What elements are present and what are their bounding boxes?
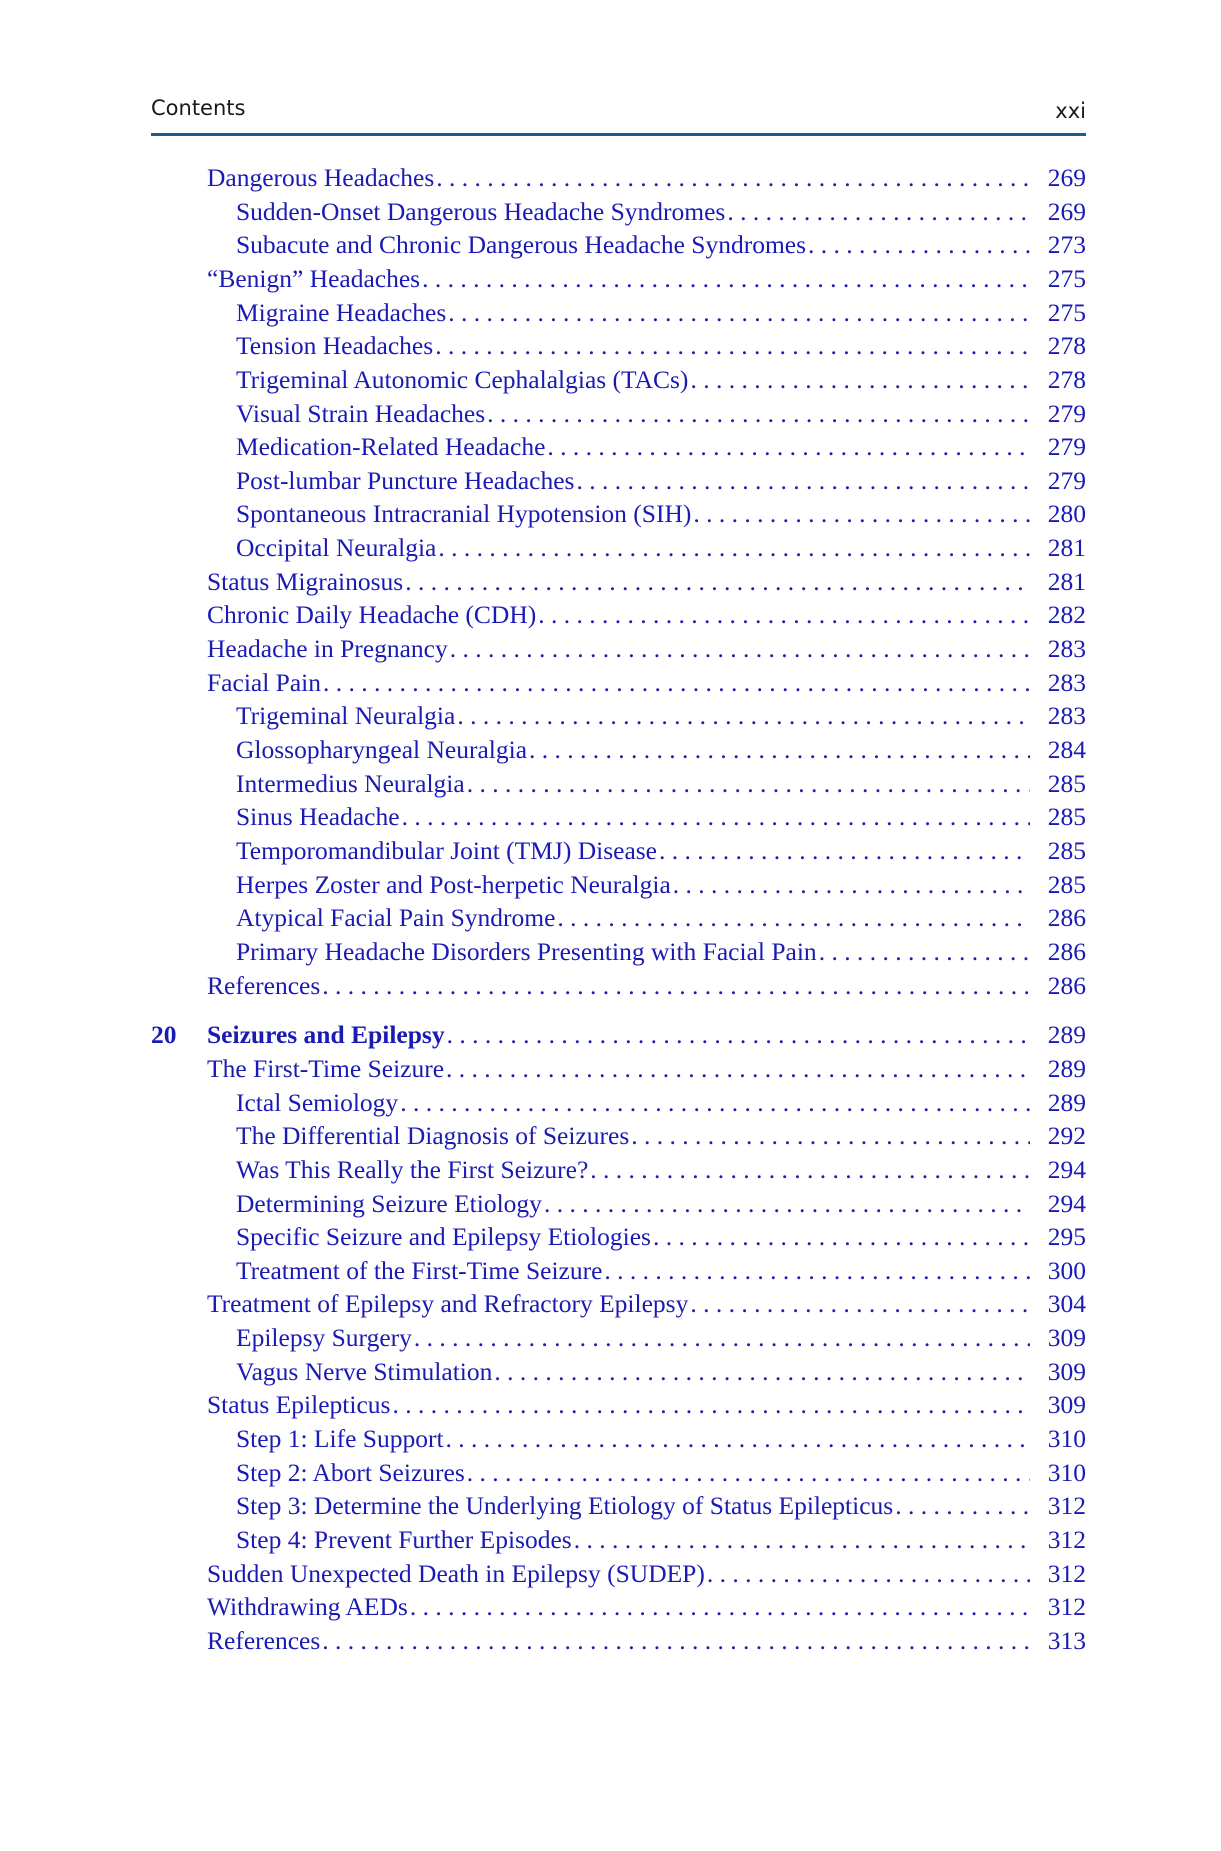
toc-dot-leader [410, 1591, 1030, 1623]
toc-entry-title: Treatment of the First-Time Seizure [236, 1256, 603, 1285]
toc-entry-title: Trigeminal Autonomic Cephalalgias (TACs) [236, 365, 689, 394]
toc-dot-leader [402, 801, 1030, 833]
toc-entry-page: 310 [1047, 1424, 1086, 1453]
toc-entry-title: Post-lumbar Puncture Headaches [236, 466, 575, 495]
toc-entry-page: 286 [1047, 971, 1086, 1000]
toc-entry[interactable] [207, 566, 1086, 598]
running-head [151, 96, 1086, 136]
toc-entry-title: Step 3: Determine the Underlying Etiology of Status Epilepticus [236, 1491, 894, 1520]
toc-dot-leader [538, 599, 1030, 631]
toc-dot-leader [446, 1053, 1030, 1085]
toc-entry-title: Ictal Semiology [236, 1088, 399, 1117]
toc-entry-title: References [207, 1626, 321, 1655]
toc-entry[interactable] [236, 1356, 1086, 1388]
toc-entry-page: 283 [1047, 668, 1086, 697]
toc-entry-title: Seizures and Epilepsy [207, 1020, 445, 1049]
toc-entry-title: Specific Seizure and Epilepsy Etiologies [236, 1222, 651, 1251]
toc-dot-leader [577, 465, 1031, 497]
toc-entry[interactable] [236, 1322, 1086, 1354]
toc-dot-leader [457, 700, 1030, 732]
toc-entry[interactable] [207, 1389, 1086, 1421]
toc-entry[interactable] [236, 1087, 1086, 1119]
toc-entry-title: Temporomandibular Joint (TMJ) Disease [236, 836, 657, 865]
toc-dot-leader [448, 297, 1030, 329]
running-head-page-number: xxi [1055, 99, 1086, 123]
toc-dot-leader [808, 229, 1030, 261]
toc-entry-title: The First-Time Seizure [207, 1054, 445, 1083]
toc-dot-leader [895, 1490, 1030, 1522]
toc-entry-title: Sinus Headache [236, 802, 400, 831]
toc-dot-leader [450, 633, 1030, 665]
toc-entry-page: 313 [1047, 1626, 1086, 1655]
toc-dot-leader [446, 1423, 1030, 1455]
toc-entry-page: 279 [1047, 399, 1086, 428]
toc-entry-page: 285 [1047, 802, 1086, 831]
toc-entry[interactable] [207, 633, 1086, 665]
toc-entry-title: Status Epilepticus [207, 1390, 391, 1419]
toc-entry[interactable] [236, 1154, 1086, 1186]
toc-dot-leader [557, 902, 1030, 934]
toc-entry-page: 285 [1047, 836, 1086, 865]
toc-dot-leader [707, 1558, 1030, 1590]
toc-entry-title: Was This Really the First Seizure? [236, 1155, 589, 1184]
toc-entry-page: 289 [1047, 1054, 1086, 1083]
toc-entry[interactable] [236, 936, 1086, 968]
toc-entry[interactable] [236, 1457, 1086, 1489]
toc-entry-page: 300 [1047, 1256, 1086, 1285]
toc-dot-leader [436, 162, 1030, 194]
toc-entry-title: Medication-Related Headache [236, 432, 546, 461]
toc-entry-title: Trigeminal Neuralgia [236, 701, 456, 730]
toc-entry-page: 284 [1047, 735, 1086, 764]
toc-entry-title: Epilepsy Surgery [236, 1323, 412, 1352]
toc-dot-leader [405, 566, 1030, 598]
toc-entry-page: 269 [1047, 163, 1086, 192]
toc-entry-title: Migraine Headaches [236, 298, 447, 327]
toc-entry-title: References [207, 971, 321, 1000]
toc-dot-leader [673, 869, 1030, 901]
toc-entry-page: 312 [1047, 1525, 1086, 1554]
toc-dot-leader [392, 1389, 1030, 1421]
toc-entry-title: Sudden-Onset Dangerous Headache Syndromes [236, 197, 726, 226]
toc-entry-title: Status Migrainosus [207, 567, 404, 596]
toc-entry-title: Atypical Facial Pain Syndrome [236, 903, 556, 932]
toc-entry-page: 292 [1047, 1121, 1086, 1150]
toc-entry[interactable] [236, 835, 1086, 867]
toc-entry-page: 279 [1047, 432, 1086, 461]
toc-entry-title: Step 2: Abort Seizures [236, 1458, 465, 1487]
toc-entry-page: 285 [1047, 870, 1086, 899]
toc-entry[interactable] [236, 532, 1086, 564]
toc-dot-leader [653, 1221, 1030, 1253]
toc-entry-title: Chronic Daily Headache (CDH) [207, 600, 537, 629]
toc-entry-page: 289 [1047, 1088, 1086, 1117]
toc-entry-page: 309 [1047, 1357, 1086, 1386]
toc-entry-title: Step 1: Life Support [236, 1424, 444, 1453]
toc-entry[interactable] [236, 1255, 1086, 1287]
toc-entry[interactable] [236, 498, 1086, 530]
toc-entry[interactable] [207, 162, 1086, 194]
toc-entry[interactable] [207, 970, 1086, 1002]
toc-dot-leader [467, 1457, 1030, 1489]
toc-entry-title: Intermedius Neuralgia [236, 769, 465, 798]
toc-entry-title: Treatment of Epilepsy and Refractory Epilepsy [207, 1289, 689, 1318]
toc-entry-title: Occipital Neuralgia [236, 533, 437, 562]
toc-entry-title: Step 4: Prevent Further Episodes [236, 1525, 572, 1554]
toc-entry[interactable] [236, 364, 1086, 396]
toc-entry-title: “Benign” Headaches [207, 264, 421, 293]
toc-entry[interactable] [236, 431, 1086, 463]
toc-entry-page: 286 [1047, 903, 1086, 932]
toc-entry-page: 309 [1047, 1390, 1086, 1419]
toc-entry[interactable] [207, 1625, 1086, 1657]
toc-entry-page: 295 [1047, 1222, 1086, 1251]
running-head-title: Contents [151, 96, 246, 120]
toc-entry-page: 279 [1047, 466, 1086, 495]
toc-entry[interactable] [236, 768, 1086, 800]
toc-entry-page: 312 [1047, 1592, 1086, 1621]
toc-dot-leader [819, 936, 1030, 968]
toc-entry[interactable] [236, 902, 1086, 934]
toc-entry-title: Tension Headaches [236, 331, 434, 360]
toc-entry-title: Herpes Zoster and Post-herpetic Neuralgia [236, 870, 671, 899]
toc-entry[interactable] [236, 1120, 1086, 1152]
toc-dot-leader [631, 1120, 1030, 1152]
toc-entry-page: 312 [1047, 1559, 1086, 1588]
toc-entry[interactable] [236, 869, 1086, 901]
toc-entry[interactable] [207, 667, 1086, 699]
toc-entry[interactable] [236, 700, 1086, 732]
toc-dot-leader [690, 1288, 1030, 1320]
toc-dot-leader [529, 734, 1030, 766]
toc-entry[interactable] [236, 734, 1086, 766]
toc-entry-page: 286 [1047, 937, 1086, 966]
toc-entry-page: 269 [1047, 197, 1086, 226]
toc-entry[interactable] [207, 1558, 1086, 1590]
toc-entry[interactable] [236, 465, 1086, 497]
toc-dot-leader [467, 768, 1030, 800]
toc-entry-page: 309 [1047, 1323, 1086, 1352]
toc-entry-title: Glossopharyngeal Neuralgia [236, 735, 528, 764]
toc-dot-leader [487, 398, 1030, 430]
toc-entry[interactable] [236, 196, 1086, 228]
toc-entry-page: 283 [1047, 701, 1086, 730]
toc-entry-title: Visual Strain Headaches [236, 399, 486, 428]
toc-entry-title: Primary Headache Disorders Presenting with Facial Pain [236, 937, 817, 966]
toc-dot-leader [574, 1524, 1030, 1556]
toc-entry[interactable] [236, 398, 1086, 430]
toc-entry-title: Dangerous Headaches [207, 163, 435, 192]
toc-entry-title: Sudden Unexpected Death in Epilepsy (SUDEP) [207, 1559, 705, 1588]
toc-entry-page: 282 [1047, 600, 1086, 629]
toc-dot-leader [693, 498, 1030, 530]
toc-entry-title: The Differential Diagnosis of Seizures [236, 1121, 630, 1150]
toc-dot-leader [435, 330, 1030, 362]
toc-entry-page: 273 [1047, 230, 1086, 259]
toc-entry-page: 294 [1047, 1155, 1086, 1184]
toc-entry-page: 289 [1047, 1020, 1086, 1049]
toc-entry[interactable] [207, 1053, 1086, 1085]
toc-dot-leader [400, 1087, 1030, 1119]
toc-chapter-number: 20 [151, 1020, 177, 1049]
toc-dot-leader [422, 263, 1030, 295]
toc-entry[interactable] [236, 1490, 1086, 1522]
toc-dot-leader [494, 1356, 1030, 1388]
toc-entry-page: 278 [1047, 365, 1086, 394]
toc-entry-page: 281 [1047, 567, 1086, 596]
toc-entry-title: Facial Pain [207, 668, 322, 697]
toc-dot-leader [590, 1154, 1030, 1186]
toc-entry-page: 285 [1047, 769, 1086, 798]
toc-entry-page: 275 [1047, 264, 1086, 293]
toc-entry-page: 312 [1047, 1491, 1086, 1520]
toc-dot-leader [544, 1188, 1030, 1220]
toc-entry-page: 283 [1047, 634, 1086, 663]
toc-entry-page: 275 [1047, 298, 1086, 327]
toc-entry-page: 294 [1047, 1189, 1086, 1218]
toc-entry[interactable] [207, 599, 1086, 631]
toc-entry-page: 280 [1047, 499, 1086, 528]
toc-entry-page: 310 [1047, 1458, 1086, 1487]
toc-entry[interactable] [236, 1188, 1086, 1220]
toc-entry-title: Vagus Nerve Stimulation [236, 1357, 493, 1386]
toc-entry[interactable] [236, 229, 1086, 261]
toc-entry-page: 304 [1047, 1289, 1086, 1318]
toc-entry[interactable] [207, 1288, 1086, 1320]
toc-dot-leader [604, 1255, 1030, 1287]
header-rule [151, 133, 1086, 136]
toc-dot-leader [447, 1019, 1030, 1051]
toc-dot-leader [438, 532, 1030, 564]
toc-entry-page: 278 [1047, 331, 1086, 360]
toc-entry[interactable] [207, 263, 1086, 295]
toc-entry-title: Determining Seizure Etiology [236, 1189, 542, 1218]
toc-dot-leader [322, 1625, 1030, 1657]
toc-entry[interactable] [207, 1591, 1086, 1623]
toc-dot-leader [690, 364, 1030, 396]
toc-chapter-entry[interactable] [151, 1019, 1086, 1051]
toc-entry[interactable] [236, 330, 1086, 362]
toc-dot-leader [547, 431, 1030, 463]
toc-entry-title: Withdrawing AEDs [207, 1592, 408, 1621]
toc-dot-leader [322, 970, 1030, 1002]
toc-entry[interactable] [236, 1524, 1086, 1556]
toc-dot-leader [414, 1322, 1030, 1354]
toc-dot-leader [659, 835, 1030, 867]
toc-entry[interactable] [236, 297, 1086, 329]
toc-dot-leader [323, 667, 1030, 699]
toc-entry-page: 281 [1047, 533, 1086, 562]
toc-dot-leader [727, 196, 1030, 228]
toc-entry-title: Headache in Pregnancy [207, 634, 448, 663]
toc-entry-title: Subacute and Chronic Dangerous Headache Syndromes [236, 230, 807, 259]
toc-entry-title: Spontaneous Intracranial Hypotension (SIH) [236, 499, 692, 528]
toc-entry[interactable] [236, 801, 1086, 833]
toc-entry[interactable] [236, 1423, 1086, 1455]
toc-entry[interactable] [236, 1221, 1086, 1253]
